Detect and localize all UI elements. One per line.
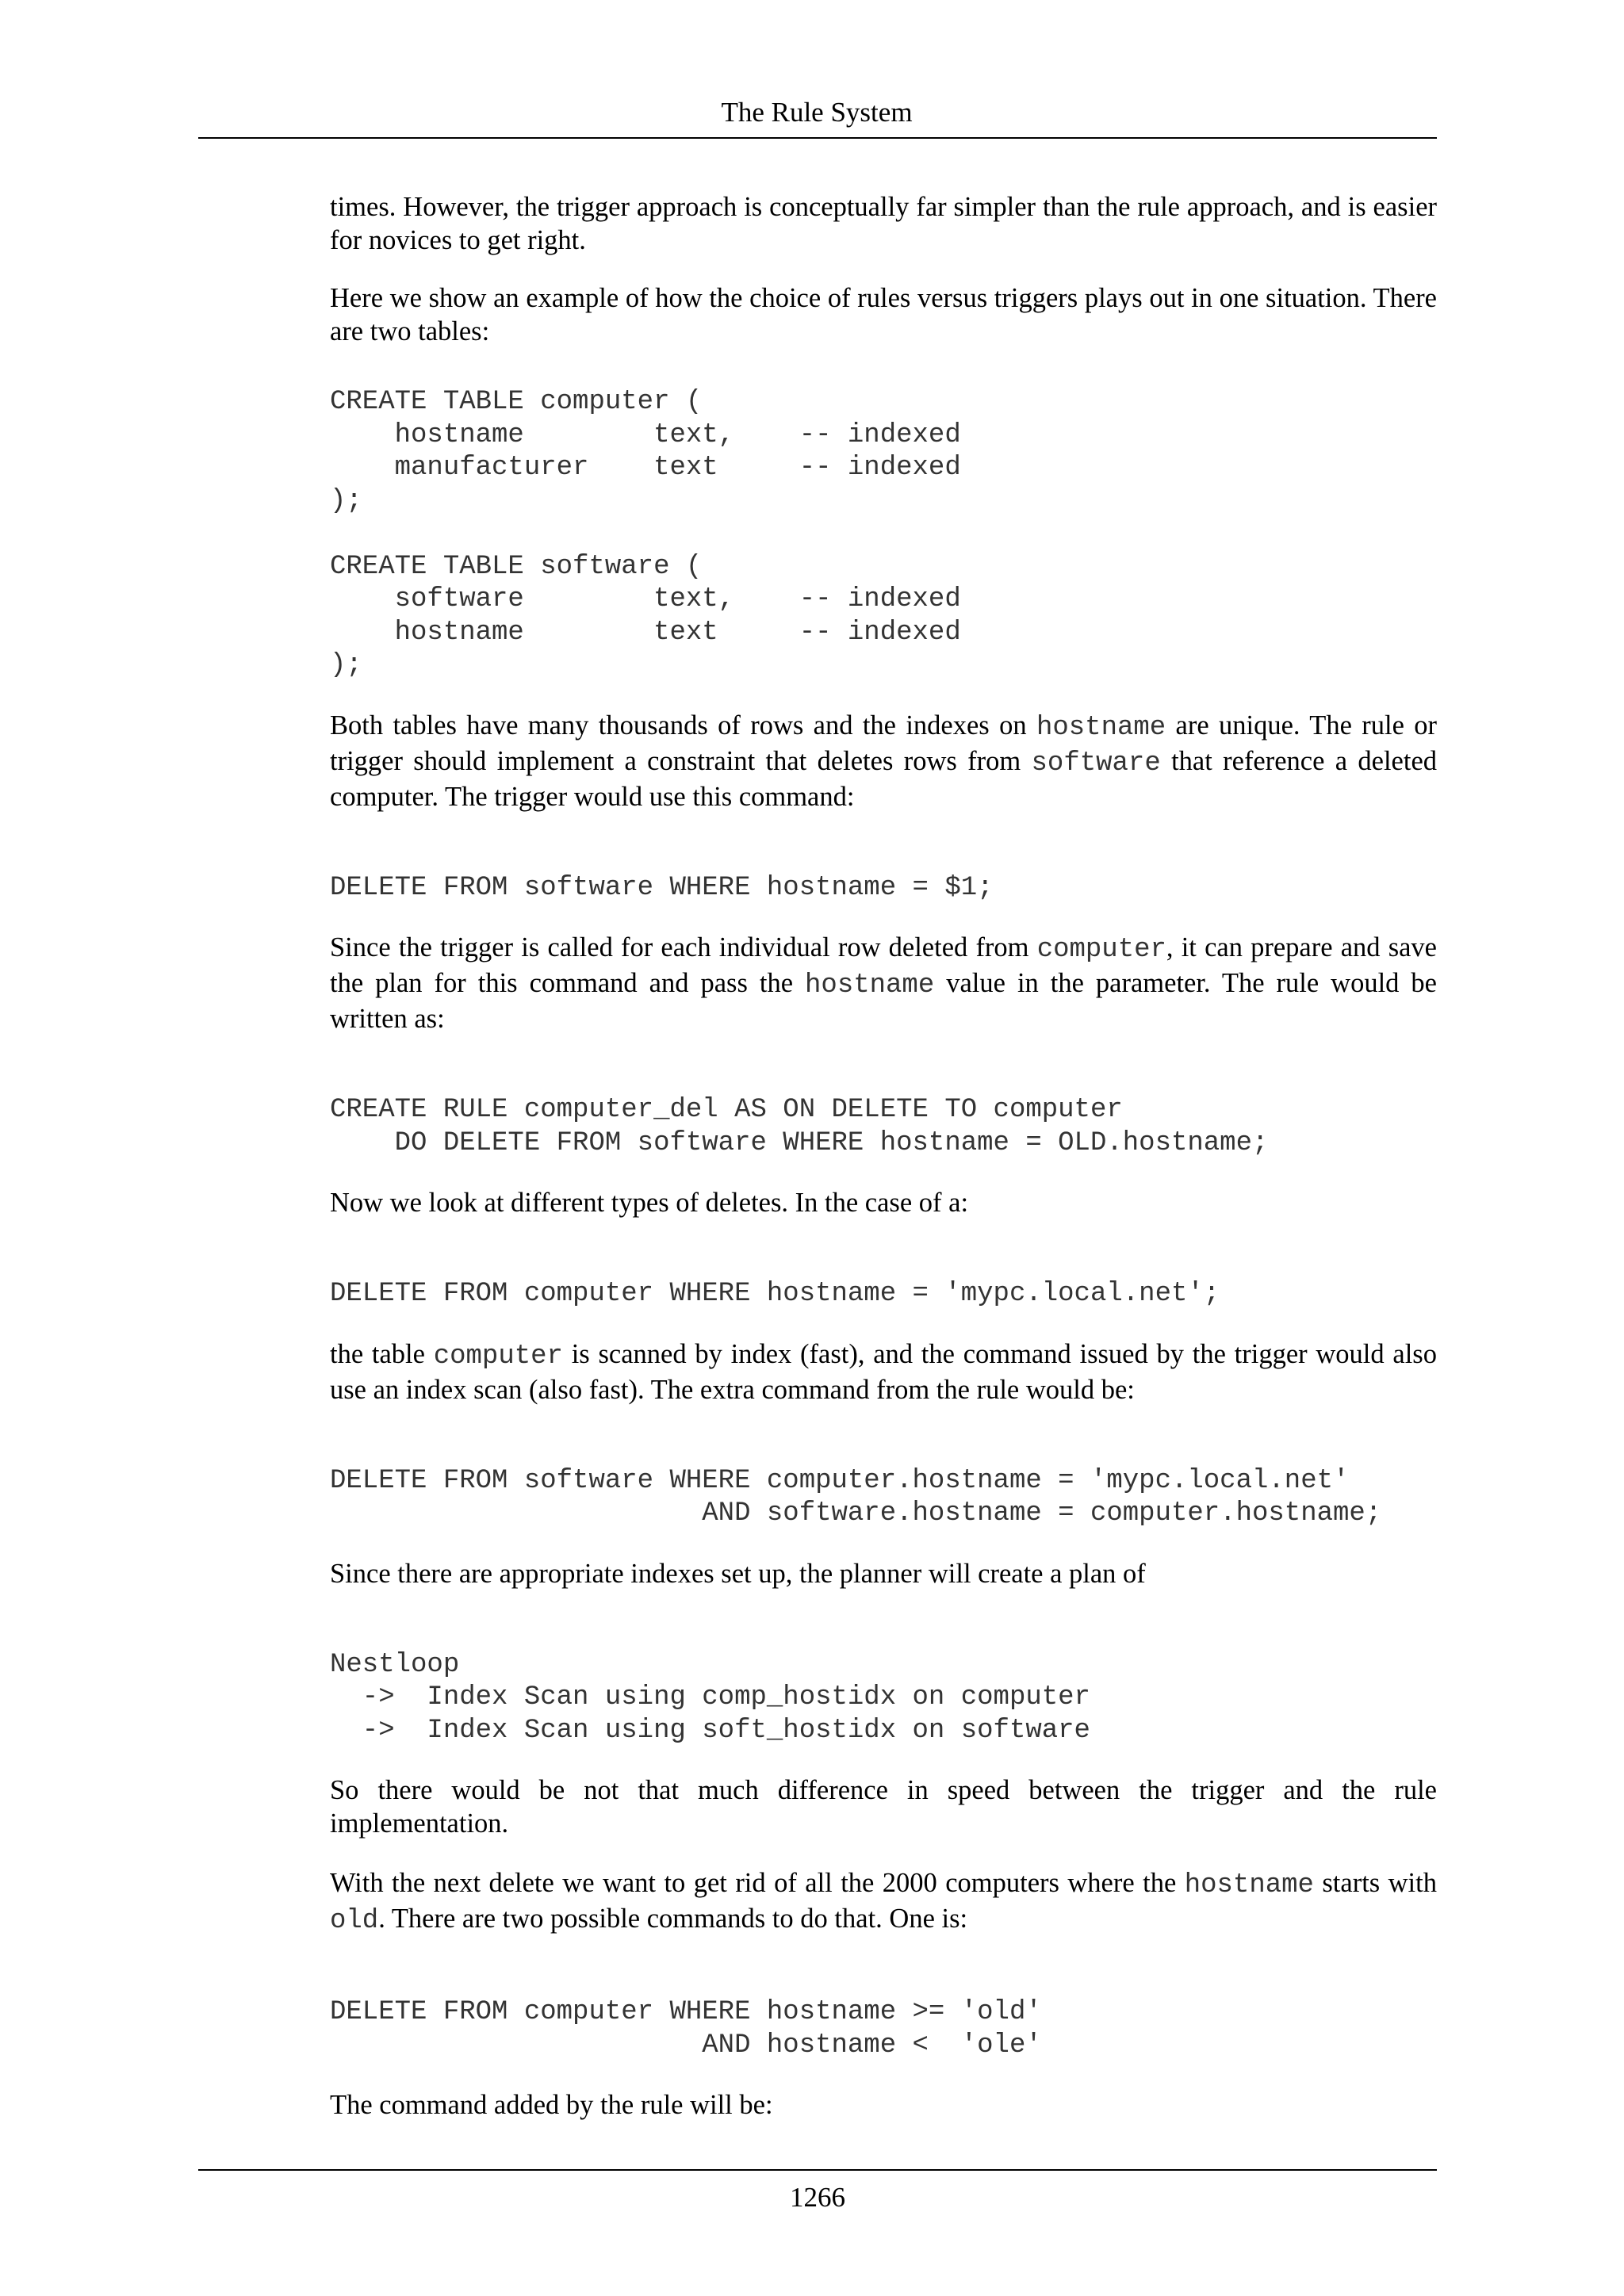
inline-code: computer [433, 1341, 563, 1372]
text-run: is scanned by index (fast), and the command issued by the trigger would also use an index scan (also fast). The extra command from the rule would be: [330, 1338, 1437, 1405]
paragraph [330, 1866, 1437, 1938]
paragraph: Since there are appropriate indexes set up, the planner will create a plan of [330, 1558, 1146, 1589]
paragraph [330, 709, 1437, 813]
text-run: are unique. The rule or trigger should implement a constraint that deletes rows from [330, 710, 1438, 776]
code-block-create-tables: CREATE TABLE computer ( hostname text, -- indexed manufacturer text -- indexed ); CREATE TABLE software ( software text, -- indexed hostname text -- indexed ); [330, 387, 961, 680]
text-run: , it can prepare and save the plan for this command and pass the [330, 932, 1437, 998]
paragraph: So there would be not that much difference in speed between the trigger and the rule implementation. [330, 1775, 1437, 1839]
paragraph: times. However, the trigger approach is conceptually far simpler than the rule approach, and is easier for novices to get right. [330, 192, 1437, 255]
text-run: value in the parameter. The rule would be written as: [330, 968, 1437, 1034]
code-block-create-rule: CREATE RULE computer_del AS ON DELETE TO computer DO DELETE FROM software WHERE hostname = OLD.hostname; [330, 1095, 1269, 1158]
text-run: . There are two possible commands to do that. One is: [378, 1904, 968, 1934]
page-number: 1266 [790, 2182, 845, 2213]
paragraph: Now we look at different types of deletes. In the case of a: [330, 1188, 969, 1218]
running-header: The Rule System [721, 97, 913, 128]
inline-code: software [1031, 748, 1161, 779]
paragraph: The command added by the rule will be: [330, 2090, 773, 2120]
paragraph: Here we show an example of how the choice of rules versus triggers plays out in one situation. There are two tables: [330, 283, 1437, 346]
inline-code: hostname [1036, 712, 1166, 743]
paragraph [330, 931, 1437, 1035]
inline-code: computer [1036, 935, 1166, 965]
text-run: Since the trigger is called for each individual row deleted from [330, 932, 1037, 962]
code-block-query-plan: Nestloop -> Index Scan using comp_hostidx on computer -> Index Scan using soft_hostidx on software [330, 1649, 1090, 1746]
text-run: the table [330, 1338, 434, 1369]
text-run: starts with [1313, 1868, 1437, 1898]
page-body [330, 190, 1437, 2148]
inline-code: hostname [805, 970, 935, 1001]
inline-code: hostname [1184, 1870, 1314, 1900]
header-rule [198, 137, 1437, 139]
text-run: With the next delete we want to get rid of all the 2000 computers where the [330, 1868, 1185, 1898]
code-block-delete-range: DELETE FROM computer WHERE hostname >= 'old' AND hostname < 'ole' [330, 1997, 1042, 2061]
paragraph [330, 1337, 1437, 1406]
code-block-delete-single: DELETE FROM computer WHERE hostname = 'mypc.local.net'; [330, 1279, 1220, 1309]
text-run: Both tables have many thousands of rows and the indexes on [330, 710, 1036, 740]
code-block-rule-extra-command: DELETE FROM software WHERE computer.hostname = 'mypc.local.net' AND software.hostname = computer.hostname; [330, 1465, 1382, 1529]
code-block-trigger-delete: DELETE FROM software WHERE hostname = $1; [330, 872, 994, 903]
text-run: that reference a deleted computer. The trigger would use this command: [330, 745, 1438, 812]
footer-rule [198, 2169, 1437, 2171]
inline-code: old [330, 1906, 379, 1936]
